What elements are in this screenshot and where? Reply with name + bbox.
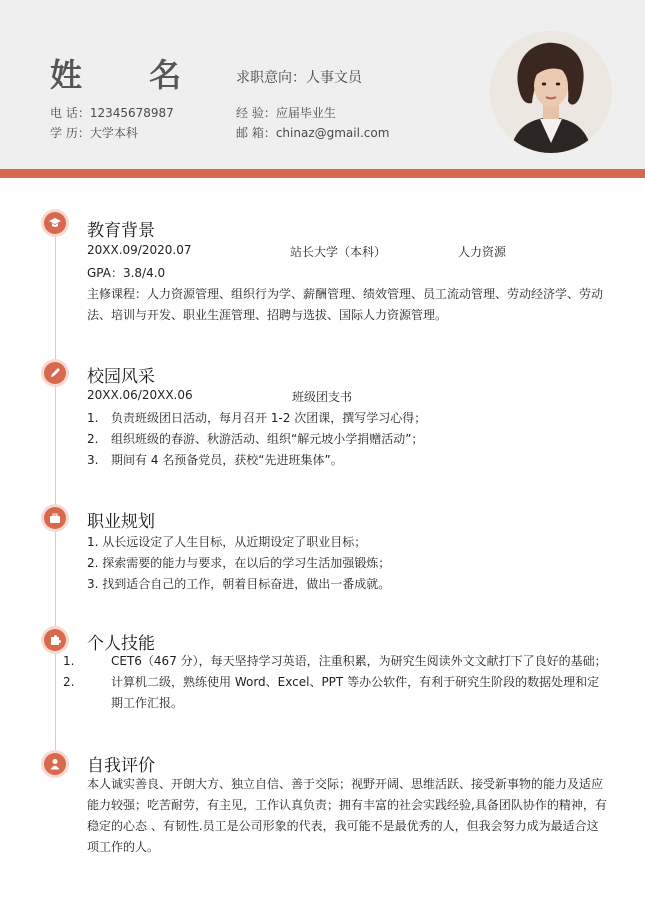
phone-value: 12345678987: [89, 106, 174, 120]
list-item: [87, 409, 426, 426]
experience-value: 应届毕业生: [275, 106, 336, 120]
education-major: 人力资源: [458, 245, 507, 259]
phone-row: [50, 104, 174, 121]
self-section-marker: [44, 753, 66, 775]
list-number: 2.: [87, 432, 99, 446]
section-title-education: 教育背景: [87, 221, 155, 241]
email-label: 邮 箱：: [236, 126, 276, 140]
list-text: 组织班级的春游、秋游活动、组织“解元坡小学捐赠活动”；: [111, 432, 424, 446]
section-title-self: 自我评价: [87, 756, 155, 776]
graduation-cap-icon: [48, 216, 62, 230]
list-number: 2.: [63, 675, 75, 689]
email-value: chinaz@gmail.com: [275, 126, 390, 140]
list-text: 计算机二级，熟练使用 Word、Excel、PPT 等办公软件，有利于研究生阶段的数据处理和定期工作汇报。: [111, 675, 600, 710]
list-item: [63, 651, 607, 672]
list-item: 3. 找到适合自己的工作，朝着目标奋进，做出一番成就。: [87, 577, 391, 591]
education-courses-line-1: 主修课程：人力资源管理、组织行为学、薪酬管理、绩效管理、员工流动管理、劳动经济学、劳动: [87, 287, 604, 301]
list-item: [87, 430, 423, 447]
list-text: 期间有 4 名预备党员，获校“先进班集体”。: [111, 453, 343, 467]
list-item: 2. 探索需要的能力与要求，在以后的学习生活加强锻炼；: [87, 556, 391, 570]
education-row: [50, 124, 138, 141]
puzzle-icon: [48, 633, 62, 647]
list-text: CET6（467 分），每天坚持学习英语，注重积累，为研究生阅读外文文献打下了良好的基础；: [111, 654, 607, 668]
email-row: [236, 124, 389, 141]
education-gpa: GPA：3.8/4.0: [87, 266, 166, 280]
education-section-marker: [44, 212, 66, 234]
phone-label: 电 话：: [50, 106, 90, 120]
skills-section-marker: [44, 629, 66, 651]
list-text: 负责班级团日活动，每月召开 1-2 次团课，撰写学习心得；: [111, 411, 427, 425]
campus-date: 20XX.06/20XX.06: [87, 388, 193, 402]
job-intent: 求职意向：人事文员: [236, 70, 362, 86]
list-item: 1. 从长远设定了人生目标，从近期设定了职业目标；: [87, 535, 367, 549]
education-label: 学 历：: [50, 126, 90, 140]
experience-row: [236, 104, 336, 121]
list-item: [63, 672, 607, 714]
self-evaluation-text: 本人诚实善良、开朗大方、独立自信、善于交际；视野开阔、思维活跃、接受新事物的能力及适应能力较强；吃苦耐劳，有主见，工作认真负责；拥有丰富的社会实践经验,具备团队协作的精神，有稳定的心态 、有韧性.员工是公司形象的代表，我可能不是最优秀的人，但我会努力成为最适合这项工作的人。: [87, 777, 607, 854]
list-number: 1.: [87, 411, 99, 425]
list-number: 1.: [63, 654, 75, 668]
person-icon: [48, 757, 62, 771]
education-date: 20XX.09/2020.07: [87, 243, 192, 257]
campus-role: 班级团支书: [292, 390, 353, 404]
campus-section-marker: [44, 362, 66, 384]
header-accent-bar: [0, 169, 645, 178]
section-title-career: 职业规划: [87, 512, 155, 532]
list-number: 3.: [87, 453, 99, 467]
section-title-campus: 校园风采: [87, 367, 155, 387]
candidate-name: 姓 名: [50, 56, 210, 94]
avatar: [490, 31, 612, 153]
career-section-marker: [44, 507, 66, 529]
briefcase-icon: [48, 511, 62, 525]
education-courses-line-2: 法、培训与开发、职业生涯管理、招聘与选拔、国际人力资源管理。: [87, 308, 448, 322]
experience-label: 经 验：: [236, 106, 276, 120]
pencil-icon: [48, 366, 62, 380]
section-title-skills: 个人技能: [87, 634, 155, 654]
timeline-line: [55, 215, 56, 770]
education-school: 站长大学（本科）: [290, 245, 387, 259]
education-value: 大学本科: [89, 126, 138, 140]
list-item: [87, 451, 343, 468]
